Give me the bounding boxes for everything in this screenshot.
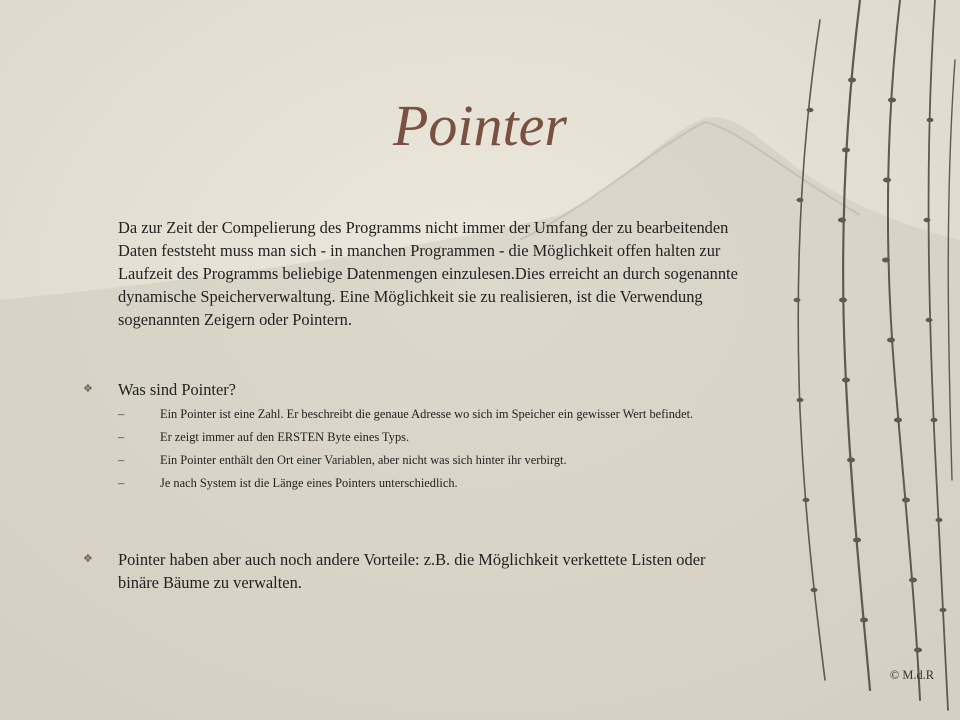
bullet-text: Pointer haben aber auch noch andere Vorteile: z.B. die Möglichkeit verkettete Listen oder binäre Bäume zu verwalten. xyxy=(118,550,706,592)
list-item: – Ein Pointer ist eine Zahl. Er beschreibt die genaue Adresse wo sich im Speicher ein gewisser Wert befindet. xyxy=(118,404,708,424)
slide-title: Pointer xyxy=(393,93,567,158)
dash-marker: – xyxy=(118,476,125,490)
bullet-text: Was sind Pointer? xyxy=(118,380,236,399)
sub-bullet-list xyxy=(118,404,708,496)
bullet-what-are-pointers xyxy=(83,378,748,401)
diamond-bullet-icon: ❖ xyxy=(83,383,93,395)
copyright-footer: © M.d.R xyxy=(889,668,934,682)
dash-marker: – xyxy=(118,453,125,467)
list-item: – Ein Pointer enthält den Ort einer Variablen, aber nicht was sich hinter ihr verbirgt. xyxy=(118,450,708,470)
dash-marker: – xyxy=(118,407,125,421)
list-item: – Er zeigt immer auf den ERSTEN Byte eines Typs. xyxy=(118,427,708,447)
intro-paragraph: Da zur Zeit der Compelierung des Programms nicht immer der Umfang der zu bearbeitenden Daten feststeht muss man sich - in manchen Programmen - die Möglichkeit offen halten zur Laufzeit des Programms beliebige Datenmengen einzulesen.Dies erreicht an durch sogenannte dynamische Speicherverwaltung. Eine Möglichkeit sie zu realisieren, ist die Verwendung sogenannten Zeigern oder Pointern. xyxy=(118,218,738,329)
list-item: – Je nach System ist die Länge eines Pointers unterschiedlich. xyxy=(118,473,708,493)
diamond-bullet-icon: ❖ xyxy=(83,553,93,565)
bullet-other-advantages xyxy=(83,548,748,594)
dash-marker: – xyxy=(118,430,125,444)
